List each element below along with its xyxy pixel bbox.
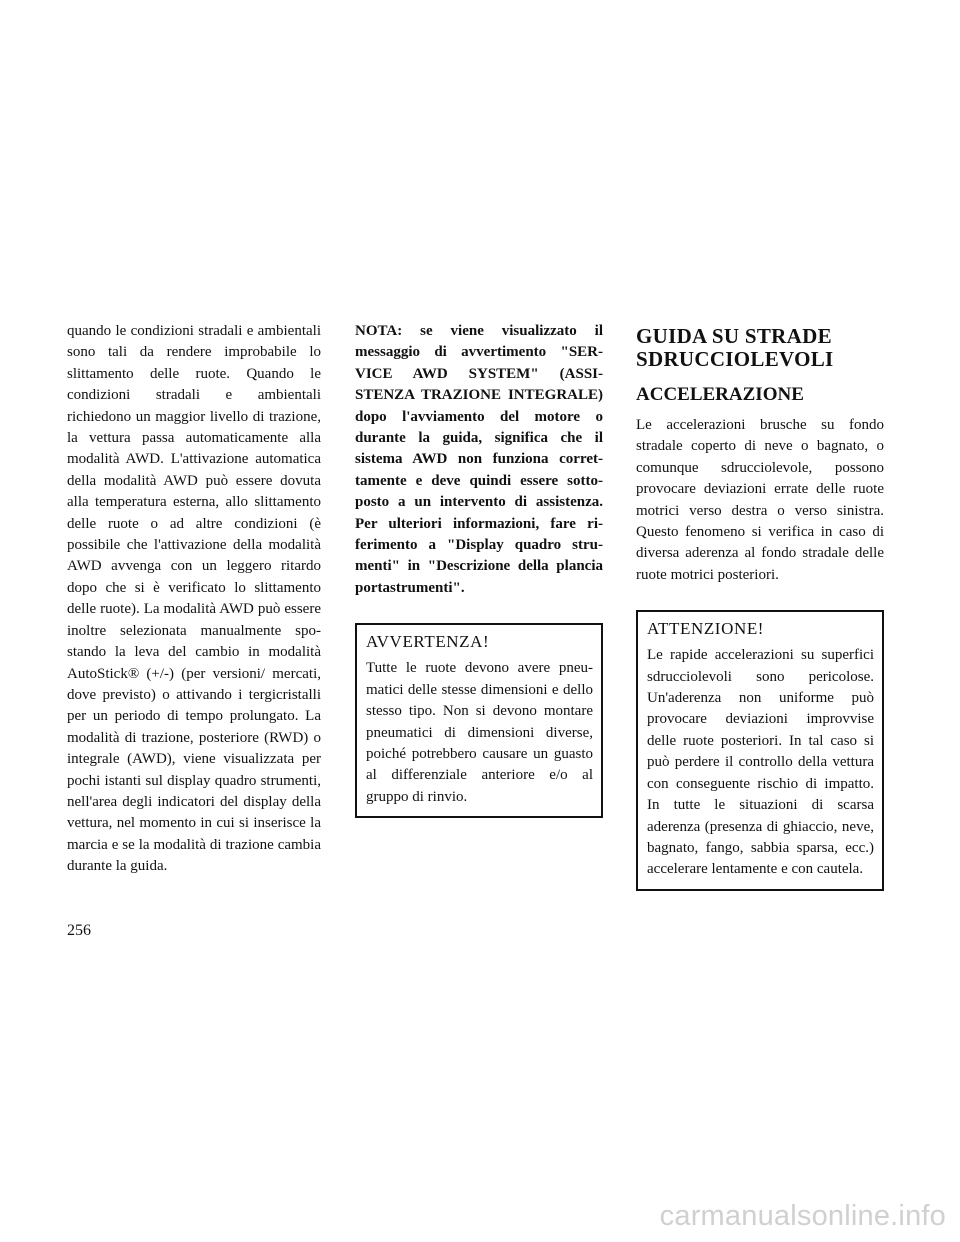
acceleration-paragraph: Le accelerazioni brusche su fondo stradale coperto di neve o bagnato, o comunque sdrucciolevole, possono provocare deviazioni errate delle ruote motrici verso destra o verso sinistra. Questo fenomeno si verifica in caso di diversa aderenza al fondo stradale delle ruote motrici posteriori. <box>636 417 884 583</box>
awd-description-paragraph: quando le condizioni stradali e ambientali sono tali da rendere improbabile lo slittamento delle ruote. Quando le condizioni stradali e ambientali richiedono un maggior livello di trazione, la vettura passa automaticamente alla modalità AWD. L'attivazione automatica della modalità AWD può essere dovuta alla temperatura esterna, allo slittamento delle ruote o ad altre condizioni (è possibile che l'attivazione della modalità AWD avvenga con un leggero ritardo dopo che si è verificato lo slittamento delle ruote). La modalità AWD può essere inoltre selezionata manualmente spostando la leva del cambio in modalità AutoStick® (+/-) (per versioni/ mercati, dove previsto) o attivando i tergicristalli per un periodo di tempo prolungato. La modalità di trazione, posteriore (RWD) o integrale (AWD), viene visualizzata per pochi istanti sul display quadro strumenti, nell'area degli indicatori del display della vettura, nel momento in cui si inserisce la marcia e se la modalità di trazione cambia durante la guida. <box>67 323 321 875</box>
page-number: 256 <box>67 922 91 939</box>
caution-title: ATTENZIONE! <box>647 619 765 639</box>
site-watermark: carmanualsonline.info <box>659 1200 946 1232</box>
warning-title: AVVERTENZA! <box>366 632 490 652</box>
right-column <box>636 321 884 891</box>
subsection-title: ACCELERAZIONE <box>636 384 804 405</box>
middle-column <box>355 321 603 818</box>
caution-box <box>636 610 884 890</box>
caution-text: Le rapide accelerazioni su superfici sdrucciolevoli sono pericolose. Un'aderenza non uniforme può provocare deviazioni improvvise delle ruote posteriori. In tal caso si può perdere il controllo della vettura con conseguente rischio di impatto. In tutte le situazioni di scarsa aderenza (presenza di ghiaccio, neve, bagnato, fango, sabbia sparsa, ecc.) accelerare lentamente e con cautela. <box>647 647 874 878</box>
left-column <box>67 321 321 902</box>
section-title: GUIDA SU STRADE SDRUCCIOLEVOLI <box>636 324 834 371</box>
warning-box <box>355 623 603 818</box>
service-awd-note: NOTA: se viene visualizzato il messaggio di avvertimento "SERVICE AWD SYSTEM" (ASSISTENZA TRAZIONE INTEGRALE) dopo l'avviamento del motore o durante la guida, significa che il sistema AWD non funziona correttamente e deve quindi essere sottoposto a un intervento di assistenza. Per ulteriori informazioni, fare riferimento a "Display quadro strumenti" in "Descrizione della plancia portastrumenti". <box>355 323 603 596</box>
warning-text: Tutte le ruote devono avere pneumatici delle stesse dimensioni e dello stesso tipo. Non si devono montare pneumatici di dimensioni diverse, poiché potrebbero causare un guasto al differenziale anteriore e/o al gruppo di rinvio. <box>366 660 593 805</box>
